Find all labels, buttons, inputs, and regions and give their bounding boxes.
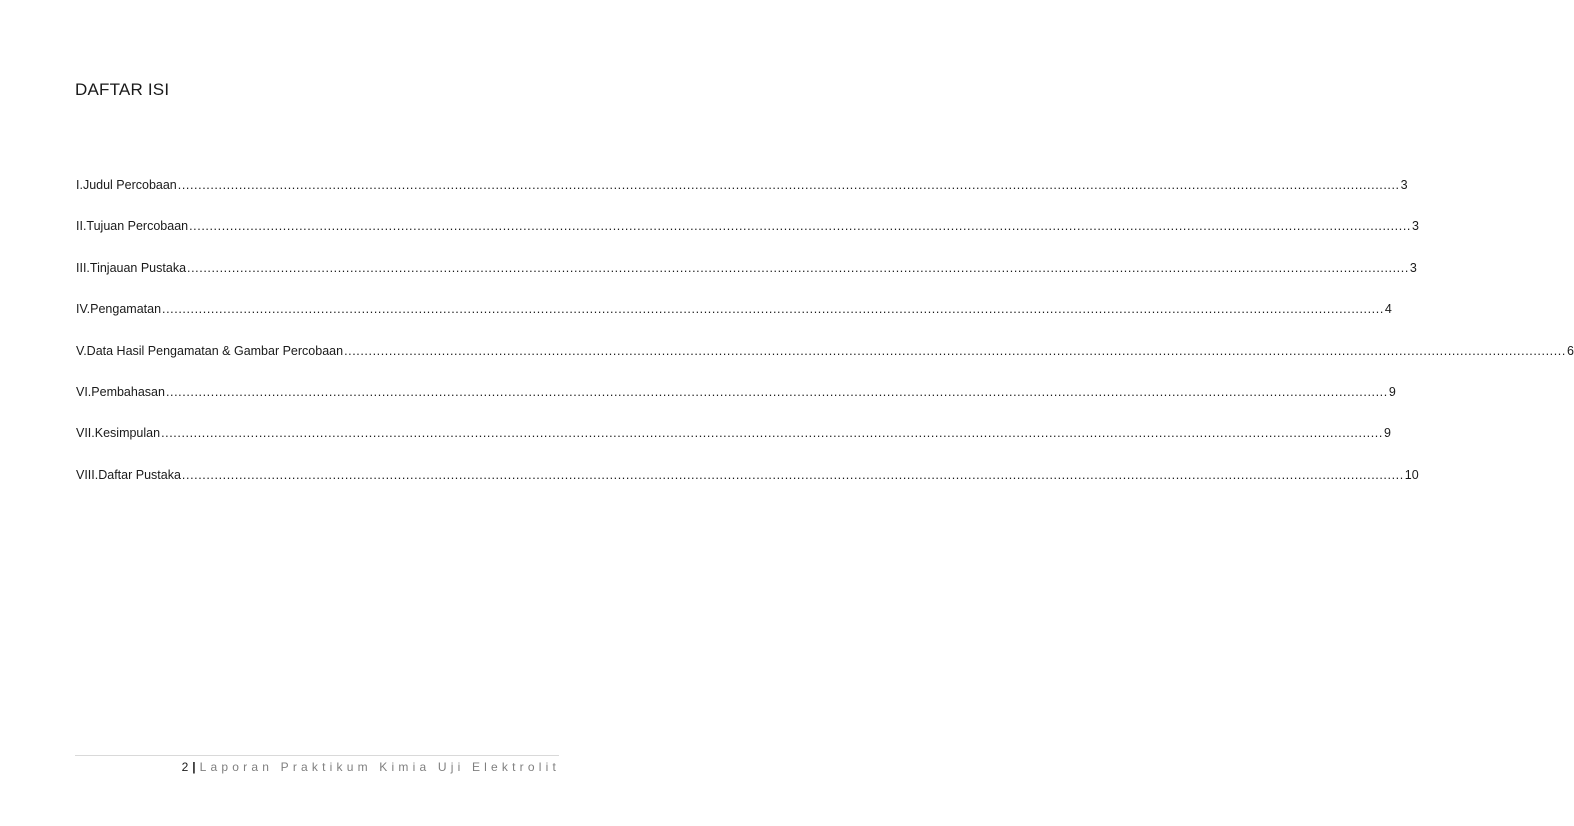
toc-entry-data-hasil[interactable] <box>76 343 1574 362</box>
toc-entry-page: 10 <box>1404 467 1419 482</box>
table-of-contents <box>76 178 1574 509</box>
toc-leader-dots: ............................................................................................................................................................................................................................................................................................................ <box>162 302 1384 317</box>
toc-entry-judul[interactable] <box>76 178 1408 196</box>
toc-leader-dots: ............................................................................................................................................................................................................................................................................................................ <box>181 467 1404 482</box>
toc-entry-label: IV.Pengamatan <box>76 302 162 317</box>
toc-leader-dots: ............................................................................................................................................................................................................................................................................................................ <box>344 343 1566 358</box>
toc-entry-page: 3 <box>1411 219 1419 234</box>
toc-leader-dots: ............................................................................................................................................................................................................................................................................................................ <box>165 384 1388 399</box>
toc-entry-label: II.Tujuan Percobaan <box>76 219 189 234</box>
toc-entry-tinjauan[interactable] <box>76 260 1417 279</box>
footer-separator: | <box>192 760 196 774</box>
toc-leader-dots: ............................................................................................................................................................................................................................................................................................................ <box>177 178 1400 192</box>
toc-entry-page: 9 <box>1383 426 1391 441</box>
footer-report-title: Laporan Praktikum Kimia Uji Elektrolit <box>199 760 560 774</box>
toc-entry-page: 4 <box>1384 302 1392 317</box>
toc-entry-label: VII.Kesimpulan <box>76 426 161 441</box>
toc-entry-label: III.Tinjauan Pustaka <box>76 260 187 275</box>
toc-entry-page: 3 <box>1409 260 1417 275</box>
toc-entry-daftar-pustaka[interactable] <box>76 467 1419 486</box>
toc-entry-label: VIII.Daftar Pustaka <box>76 467 181 482</box>
footer-page-number: 2 <box>181 760 189 774</box>
toc-entry-label: V.Data Hasil Pengamatan & Gambar Percobaan <box>76 343 344 358</box>
page-footer <box>182 760 560 774</box>
toc-entry-page: 6 <box>1566 343 1574 358</box>
toc-leader-dots: ............................................................................................................................................................................................................................................................................................................ <box>187 260 1409 275</box>
page-title: DAFTAR ISI <box>75 80 170 99</box>
toc-entry-page: 9 <box>1388 384 1396 399</box>
toc-entry-pembahasan[interactable] <box>76 384 1396 403</box>
toc-entry-pengamatan[interactable] <box>76 302 1392 320</box>
toc-entry-tujuan[interactable] <box>76 219 1419 237</box>
toc-leader-dots: ............................................................................................................................................................................................................................................................................................................ <box>161 426 1383 441</box>
toc-leader-dots: ............................................................................................................................................................................................................................................................................................................ <box>189 219 1411 234</box>
toc-entry-label: I.Judul Percobaan <box>76 178 177 192</box>
toc-entry-label: VI.Pembahasan <box>76 384 165 399</box>
toc-entry-kesimpulan[interactable] <box>76 426 1391 444</box>
footer-divider <box>75 755 559 756</box>
toc-entry-page: 3 <box>1400 178 1408 192</box>
